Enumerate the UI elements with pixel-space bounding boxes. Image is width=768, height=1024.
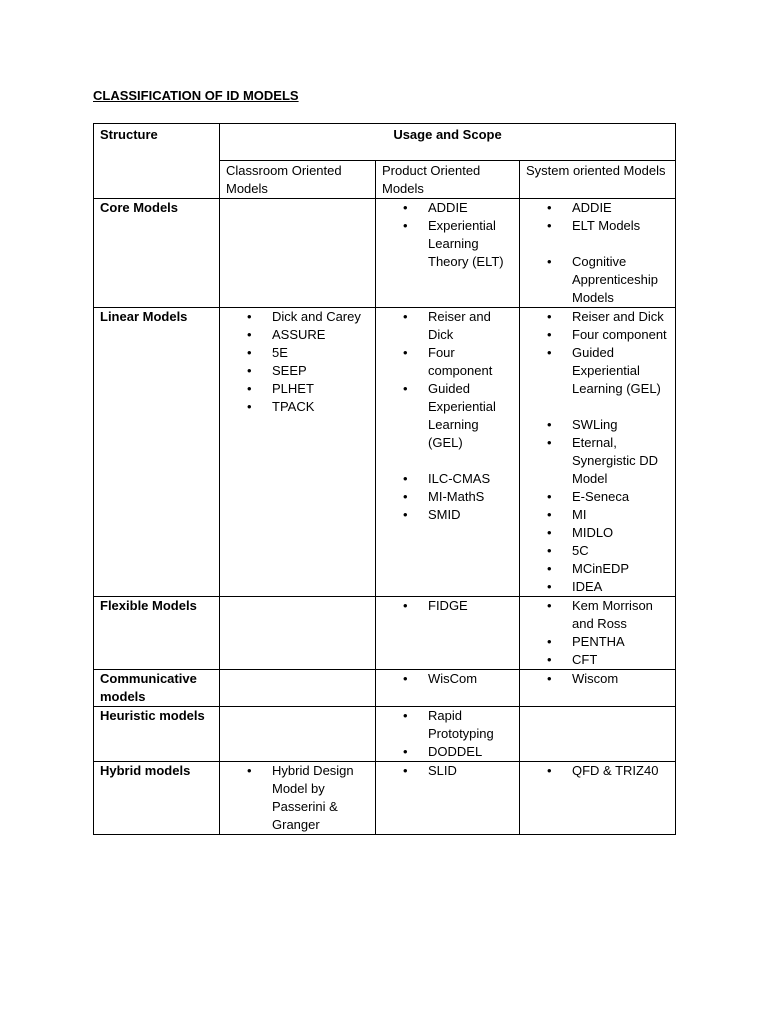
- product-header: Product Oriented Models: [376, 161, 520, 199]
- table-row: [94, 707, 676, 762]
- classification-table: [93, 123, 676, 835]
- list-item: • ADDIE: [382, 199, 513, 217]
- list-item: • WisCom: [382, 670, 513, 688]
- classroom-cell: [220, 670, 376, 707]
- list-item: • MI: [526, 506, 669, 524]
- table-row: [94, 308, 676, 597]
- list-item: • Four component: [382, 344, 513, 380]
- classroom-cell: [220, 308, 376, 597]
- structure-header: Structure: [94, 124, 220, 199]
- list-item: • ASSURE: [226, 326, 369, 344]
- list-item: • DODDEL: [382, 743, 513, 761]
- table-row: [94, 199, 676, 308]
- list-item: • IDEA: [526, 578, 669, 596]
- product-cell: [376, 199, 520, 308]
- table-row: [94, 597, 676, 670]
- system-cell: [520, 670, 676, 707]
- list-item: • SLID: [382, 762, 513, 780]
- list-item: • E-Seneca: [526, 488, 669, 506]
- row-label: Hybrid models: [94, 762, 220, 835]
- system-cell: [520, 762, 676, 835]
- classroom-cell: [220, 199, 376, 308]
- system-cell: [520, 707, 676, 762]
- system-cell: [520, 308, 676, 597]
- usage-scope-header: Usage and Scope: [220, 124, 676, 161]
- system-cell: [520, 597, 676, 670]
- product-cell: [376, 597, 520, 670]
- classroom-cell: [220, 597, 376, 670]
- list-item: • ADDIE: [526, 199, 669, 217]
- list-item: • Reiser and Dick: [382, 308, 513, 344]
- list-item: • ELT Models: [526, 217, 669, 235]
- list-item: • 5E: [226, 344, 369, 362]
- row-label: Communicative models: [94, 670, 220, 707]
- list-item: • ILC-CMAS: [382, 470, 513, 488]
- product-cell: [376, 707, 520, 762]
- product-cell: [376, 670, 520, 707]
- list-item: • Rapid Prototyping: [382, 707, 513, 743]
- row-label: Linear Models: [94, 308, 220, 597]
- list-item: • TPACK: [226, 398, 369, 416]
- list-item: • Kem Morrison and Ross: [526, 597, 669, 633]
- list-item: • Eternal, Synergistic DD Model: [526, 434, 669, 488]
- list-item: • Hybrid Design Model by Passerini & Granger: [226, 762, 369, 834]
- list-item: • Cognitive Apprenticeship Models: [526, 253, 669, 307]
- list-item: • 5C: [526, 542, 669, 560]
- list-item: • MCinEDP: [526, 560, 669, 578]
- list-item: • FIDGE: [382, 597, 513, 615]
- classroom-cell: [220, 707, 376, 762]
- list-item: • SWLing: [526, 416, 669, 434]
- list-item: • Dick and Carey: [226, 308, 369, 326]
- list-item: • Guided Experiential Learning (GEL): [526, 344, 669, 398]
- system-header: System oriented Models: [520, 161, 676, 199]
- row-label: Core Models: [94, 199, 220, 308]
- table-row: [94, 762, 676, 835]
- page-title: CLASSIFICATION OF ID MODELS: [93, 88, 299, 103]
- list-item: • SEEP: [226, 362, 369, 380]
- list-item: • PLHET: [226, 380, 369, 398]
- classroom-header: Classroom Oriented Models: [220, 161, 376, 199]
- list-item: • PENTHA: [526, 633, 669, 651]
- row-label: Heuristic models: [94, 707, 220, 762]
- list-item: • Guided Experiential Learning (GEL): [382, 380, 513, 452]
- list-item: • QFD & TRIZ40: [526, 762, 669, 780]
- product-cell: [376, 308, 520, 597]
- list-item: • MI-MathS: [382, 488, 513, 506]
- list-item: • MIDLO: [526, 524, 669, 542]
- list-item: • SMID: [382, 506, 513, 524]
- classroom-cell: [220, 762, 376, 835]
- list-item: • Experiential Learning Theory (ELT): [382, 217, 513, 271]
- list-item: • CFT: [526, 651, 669, 669]
- system-cell: [520, 199, 676, 308]
- header-row: [94, 124, 676, 161]
- list-item: • Wiscom: [526, 670, 669, 688]
- table-row: [94, 670, 676, 707]
- row-label: Flexible Models: [94, 597, 220, 670]
- product-cell: [376, 762, 520, 835]
- list-item: • Four component: [526, 326, 669, 344]
- list-item: • Reiser and Dick: [526, 308, 669, 326]
